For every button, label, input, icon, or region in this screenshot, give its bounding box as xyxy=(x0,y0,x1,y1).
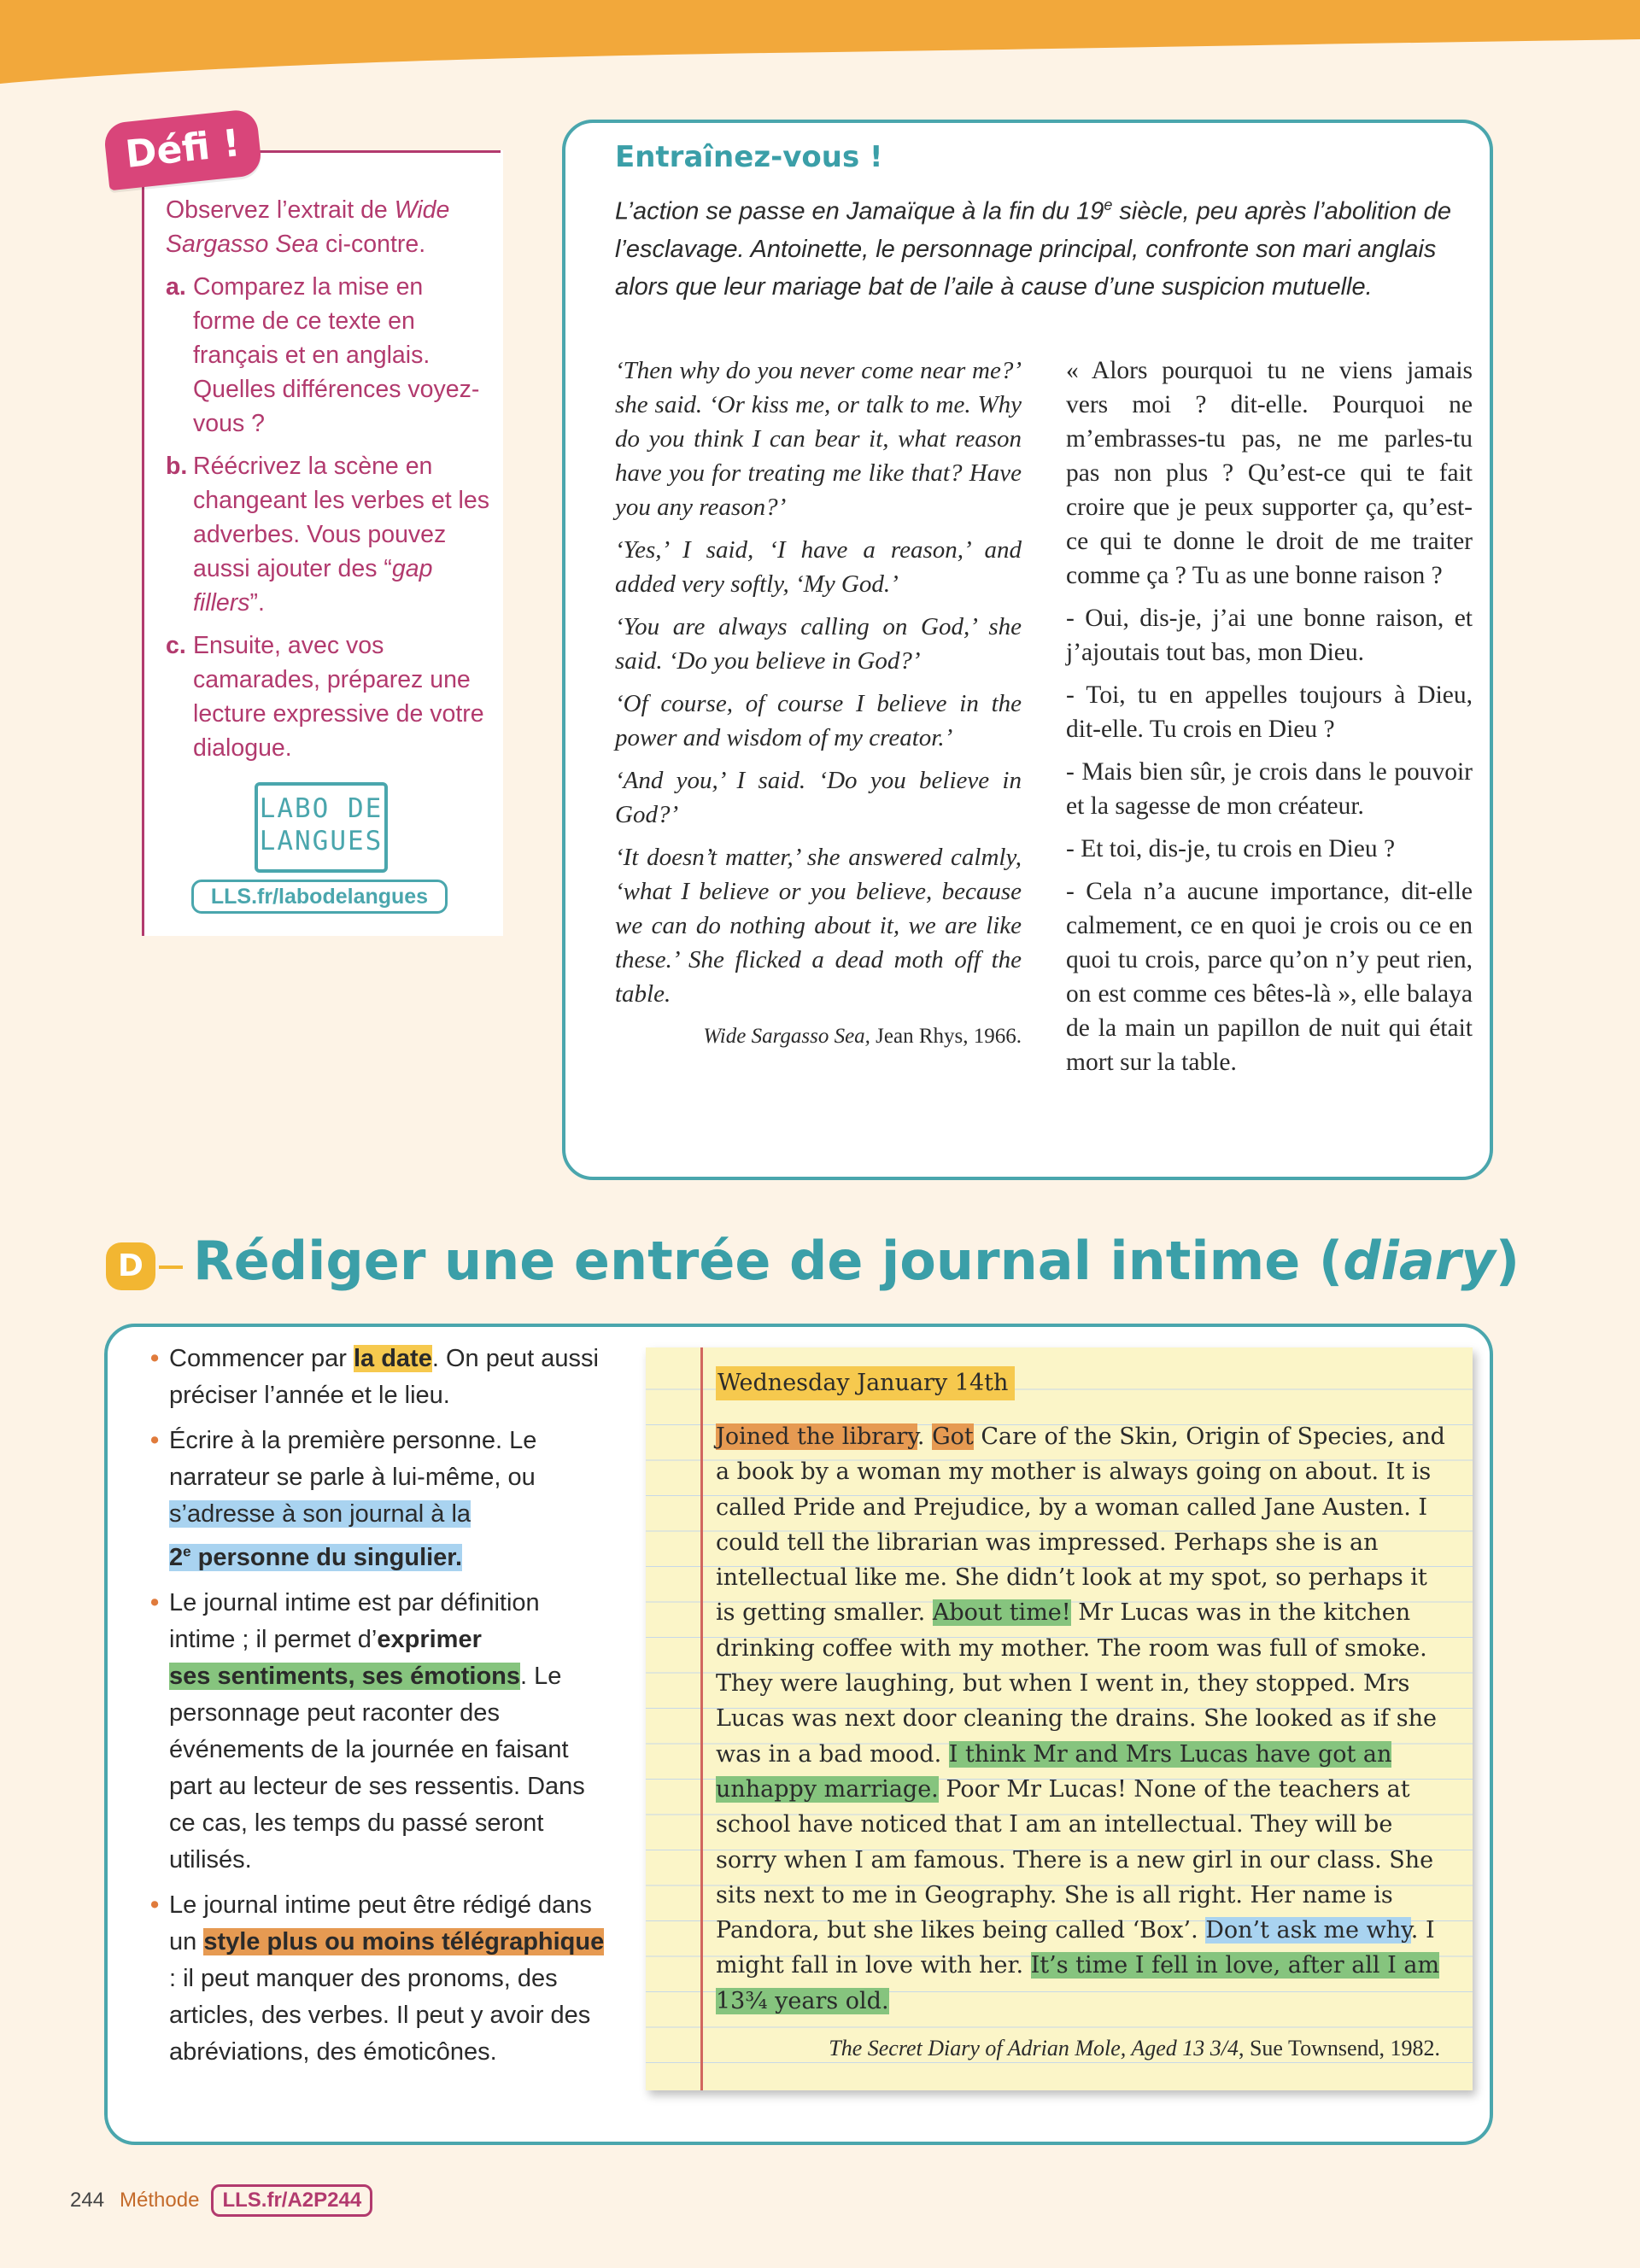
section-d-title: Rédiger une entrée de journal intime (diary) xyxy=(193,1230,1520,1292)
section-d-badge: D xyxy=(106,1242,155,1290)
page-footer xyxy=(70,2184,372,2217)
defi-item-c: c. Ensuite, avec vos camarades, préparez une lecture expressive de votre dialogue. xyxy=(166,632,484,762)
footer-link[interactable]: LLS.fr/A2P244 xyxy=(211,2184,372,2217)
diary-entry: Joined the library. Got Care of the Skin, Origin of Species, and a book by a woman my mother is always going on about. It is called Pride and Prejudice, by a woman called Jane Austen. I could tell the librarian was impressed. Perhaps she is an intellectual like me. She didn’t look at my spot, so perhaps it is getting smaller. About time! Mr Lucas was in the kitchen drinking coffee with my mother. The room was full of smoke. They were laughing, but when I went in, they stopped. Mrs Lucas was next door cleaning the drains. She looked as if she was in a bad mood. I think Mr and Mrs Lucas have got an unhappy marriage. Poor Mr Lucas! None of the teachers at school have noticed that I am an intellectual. They will be sorry when I am famous. There is a new girl in our class. She sits next to me in Geography. She is all right. Her name is Pandora, but she likes being called ‘Box’. Don’t ask me why. I might fall in love with her. It’s time I fell in love, after all I am 13¾ years old. xyxy=(716,1423,1445,2014)
english-paragraph: ‘Yes,’ I said, ‘I have a reason,’ and added very softly, ‘My God.’ xyxy=(615,536,1022,598)
tip-item: • Écrire à la première personne. Le narrateur se parle à lui-même, ou s’adresse à son journal à la 2e personne du singulier. xyxy=(150,1427,537,1571)
french-translation xyxy=(1066,354,1473,1088)
english-paragraph: ‘You are always calling on God,’ she said. ‘Do you believe in God?’ xyxy=(615,613,1022,675)
notebook-margin-line xyxy=(700,1347,703,2090)
english-source: Wide Sargasso Sea, Jean Rhys, 1966. xyxy=(703,1025,1022,1048)
page-number: 244 xyxy=(70,2189,105,2212)
diary-source: The Secret Diary of Adrian Mole, Aged 13 3/4, Sue Townsend, 1982. xyxy=(829,2036,1440,2060)
defi-intro: Observez l’extrait de Wide Sargasso Sea ci-contre. xyxy=(166,196,450,258)
english-paragraph: ‘Then why do you never come near me?’ she said. ‘Or kiss me, or talk to me. Why do you think I can bear it, what reason have you for treating me like that? Have you any reason?’ xyxy=(615,357,1022,521)
french-paragraph: « Alors pourquoi tu ne viens jamais vers moi ? dit-elle. Pourquoi ne m’embrasses-tu pas, ne me parles-tu pas non plus ? Qu’est-ce qui te fait croire que je peux supporter ça, qu’est-ce qui te donne le droit de me traiter comme ça ? Tu as une bonne raison ? xyxy=(1066,357,1473,589)
french-paragraph: - Cela n’a aucune importance, dit-elle calmement, ce en quoi je crois ou ce en quoi tu crois, parce qu’on n’y peut rien, on est comme ces bêtes-là », elle balaya de la main un papillon de nuit qui était mort sur la table. xyxy=(1066,878,1473,1076)
french-paragraph: - Et toi, dis-je, tu crois en Dieu ? xyxy=(1066,835,1396,862)
defi-divider xyxy=(248,150,501,153)
labo-de-langues-logo: LABO DE LANGUES xyxy=(255,782,388,873)
english-paragraph: ‘And you,’ I said. ‘Do you believe in God?’ xyxy=(615,767,1022,828)
french-paragraph: - Toi, tu en appelles toujours à Dieu, dit-elle. Tu crois en Dieu ? xyxy=(1066,681,1473,743)
french-paragraph: - Mais bien sûr, je crois dans le pouvoir et la sagesse de mon créateur. xyxy=(1066,758,1473,820)
exercise-title: Entraînez-vous ! xyxy=(615,140,883,174)
footer-label: Méthode xyxy=(120,2189,200,2212)
labo-link[interactable]: LLS.fr/labodelangues xyxy=(191,880,448,914)
defi-item-b: b. Réécrivez la scène en changeant les verbes et les adverbes. Vous pouvez aussi ajouter des “gap fillers”. xyxy=(166,453,489,617)
diary-date: Wednesday January 14th xyxy=(716,1366,1015,1400)
tip-item: • Le journal intime est par définition intime ; il permet d’exprimer ses sentiments, ses émotions. Le personnage peut raconter des événements de la journée en faisant part au lecteur de ses ressentis. Dans ce cas, les temps du passé seront utilisés. xyxy=(150,1588,585,1873)
diary-notebook xyxy=(646,1347,1473,2090)
diary-tips xyxy=(150,1341,612,2079)
english-paragraph: ‘It doesn’t matter,’ she answered calmly, ‘what I believe or you believe, because we can do nothing about it, we are like these.’ She flicked a dead moth off the table. xyxy=(615,844,1022,1008)
exercise-intro: L’action se passe en Jamaïque à la fin du 19e siècle, peu après l’abolition de l’esclavage. Antoinette, le personnage principal, confronte son mari anglais alors que leur mariage bat de l’aile à cause d’une suspicion mutuelle. xyxy=(615,196,1451,301)
french-paragraph: - Oui, dis-je, j’ai une bonne raison, et j’ajoutais tout bas, mon Dieu. xyxy=(1066,605,1473,666)
defi-badge: Défi ! xyxy=(102,108,262,190)
defi-item-a: a. Comparez la mise en forme de ce texte en français et en anglais. Quelles différences voyez-vous ? xyxy=(166,273,480,437)
english-paragraph: ‘Of course, of course I believe in the power and wisdom of my creator.’ xyxy=(615,690,1022,751)
top-decorative-band xyxy=(0,0,1640,94)
tip-item: • Commencer par la date. On peut aussi préciser l’année et le lieu. xyxy=(150,1345,599,1409)
english-excerpt xyxy=(615,354,1022,1054)
section-d-dash xyxy=(159,1266,183,1269)
defi-instructions xyxy=(166,193,490,774)
tip-item: • Le journal intime peut être rédigé dans un style plus ou moins télégraphique : il peut manquer des pronoms, des articles, des verbes. Il peut y avoir des abréviations, des émoticônes. xyxy=(150,1891,605,2066)
